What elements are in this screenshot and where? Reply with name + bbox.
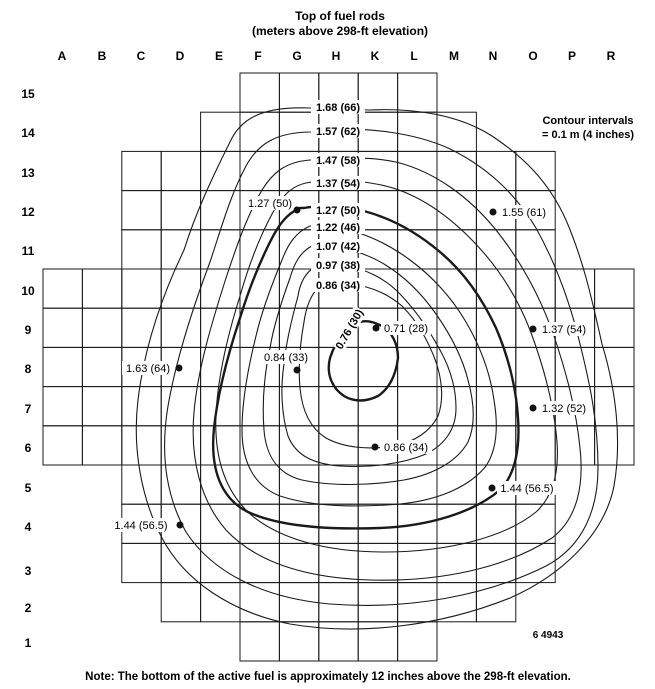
point-label: 0.84 (33) [263, 352, 309, 364]
column-letter: A [57, 49, 67, 63]
row-number: 1 [24, 636, 32, 650]
point-dot [294, 367, 301, 374]
row-number: 14 [21, 126, 35, 140]
column-letter: O [528, 49, 538, 63]
row-number: 8 [24, 362, 32, 376]
map-title-line2: (meters above 298-ft elevation) [251, 24, 429, 38]
point-label: 1.44 (56.5) [500, 483, 554, 495]
contour-label: 1.27 (50) [315, 205, 361, 217]
contour-label: 0.86 (34) [315, 280, 361, 292]
contour-label: 0.97 (38) [315, 260, 361, 272]
point-label: 1.63 (64) [125, 363, 171, 375]
row-number: 5 [24, 481, 32, 495]
point-dot [372, 444, 379, 451]
row-number: 4 [24, 520, 32, 534]
point-label: 1.37 (54) [541, 324, 587, 336]
column-letter: D [175, 49, 185, 63]
column-letter: L [410, 49, 418, 63]
point-dot [177, 522, 184, 529]
column-letter: H [331, 49, 341, 63]
column-letters [58, 49, 616, 63]
point-label: 1.44 (56.5) [114, 520, 168, 532]
row-number: 7 [24, 402, 32, 416]
column-letter: B [97, 49, 107, 63]
row-number: 3 [24, 564, 32, 578]
point-label: 0.71 (28) [383, 323, 429, 335]
contour-label: 1.57 (62) [315, 126, 361, 138]
point-dot [294, 207, 301, 214]
row-number: 12 [21, 205, 35, 219]
column-letter: E [214, 49, 224, 63]
point-label: 1.27 (50) [247, 198, 293, 210]
point-label: 1.55 (61) [501, 207, 547, 219]
row-number: 13 [21, 166, 35, 180]
point-label: 1.32 (52) [541, 403, 587, 415]
column-letter: N [488, 49, 498, 63]
point-dot [489, 485, 496, 492]
contour-label: 1.22 (46) [315, 222, 361, 234]
column-letter: G [292, 49, 302, 63]
row-number: 15 [21, 87, 35, 101]
row-number: 10 [21, 284, 35, 298]
contour-label: 0.76 (30) [333, 307, 367, 352]
column-letter: M [449, 49, 459, 63]
point-label: 0.86 (34) [383, 442, 429, 454]
row-number: 11 [21, 244, 35, 258]
contour-label: 1.37 (54) [315, 178, 361, 190]
point-dot [490, 209, 497, 216]
point-dot [373, 325, 380, 332]
contour-label: 1.68 (66) [315, 102, 361, 114]
figure-id: 6 4943 [532, 630, 564, 641]
column-letter: R [606, 49, 616, 63]
contour-label: 1.47 (58) [315, 155, 361, 167]
column-letter: K [370, 49, 380, 63]
contour-interval-line2: = 0.1 m (4 inches) [541, 129, 635, 141]
map-title-line1: Top of fuel rods [295, 9, 385, 23]
footnote: Note: The bottom of the active fuel is approximately 12 inches above the 298-ft elevation. [85, 671, 571, 683]
row-number: 6 [24, 441, 32, 455]
point-dot [530, 326, 537, 333]
column-letter: F [254, 49, 262, 63]
point-dot [176, 365, 183, 372]
column-letter: P [567, 49, 577, 63]
contour-label: 1.07 (42) [315, 241, 361, 253]
column-letter: C [136, 49, 146, 63]
row-number: 2 [24, 601, 32, 615]
point-dot [530, 405, 537, 412]
row-number: 9 [24, 323, 32, 337]
contour-interval-line1: Contour intervals [542, 115, 634, 127]
